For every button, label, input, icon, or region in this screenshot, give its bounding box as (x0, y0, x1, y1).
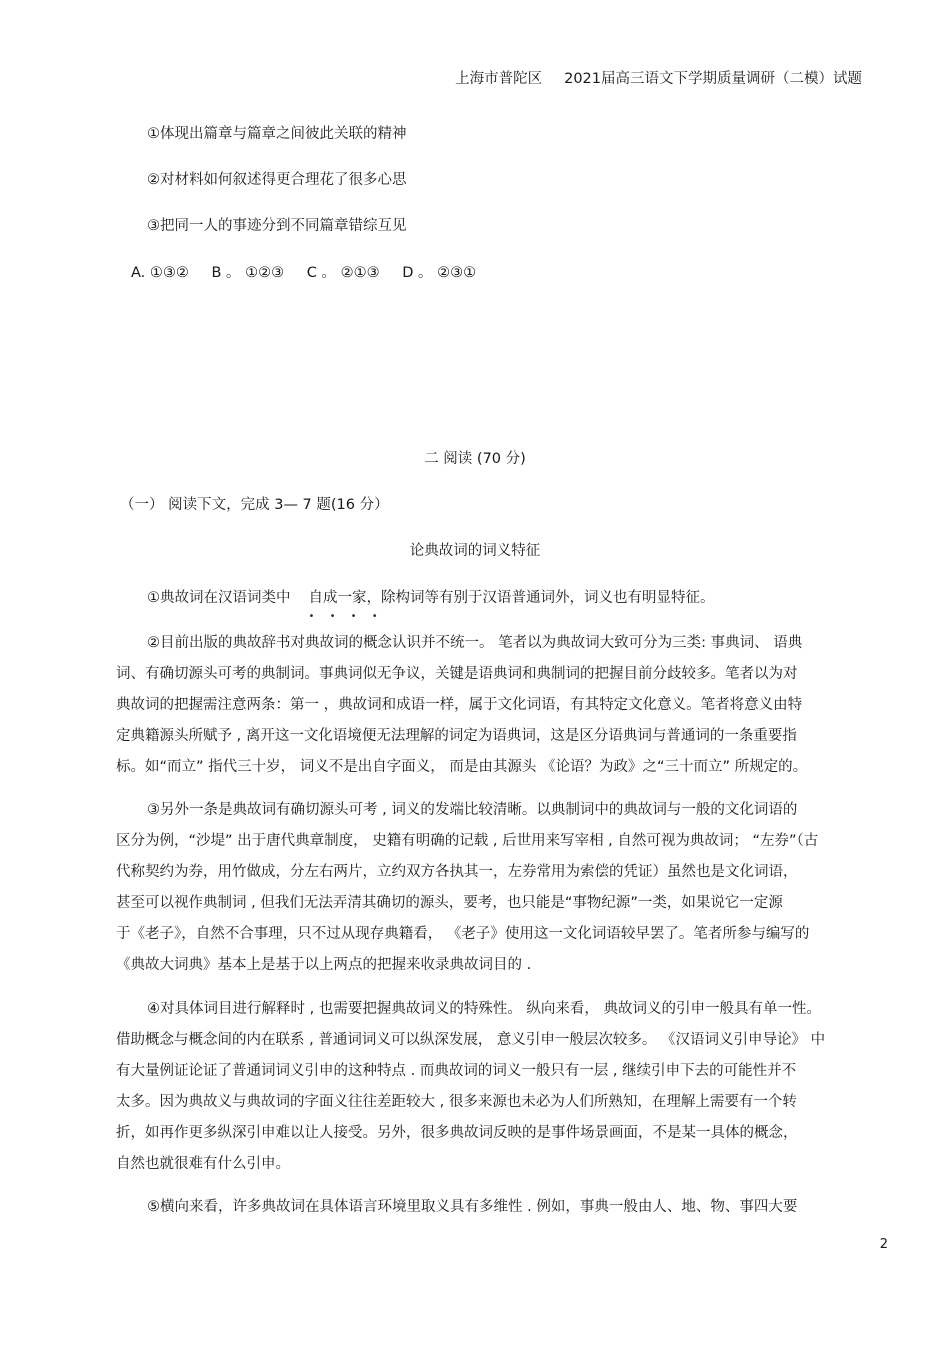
paragraph-2-line-4: 定典籍源头所赋予 , 离开这一文化语境便无法理解的词定为语典词，这是区分语典词与普通词的一条重要指 (116, 728, 797, 744)
p1-emphasis (308, 590, 384, 622)
page-number: 2 (879, 1237, 888, 1252)
paragraph-4-line-2: 借助概念与概念间的内在联系 , 普通词词义可以纵深发展， 意义引申一般层次较多。 《汉语词义引申导论》 中 (116, 1032, 826, 1048)
paragraph-2-line-5: 标。如“而立” 指代三十岁， 词义不是出自字面义， 而是由其源头 《论语？为政》之“三十而立” 所规定的。 (116, 759, 808, 775)
option-3: ③把同一人的事迹分到不同篇章错综互见 (147, 218, 407, 234)
paragraph-2-line-3: 典故词的把握需注意两条：第一 ，典故词和成语一样，属于文化词语，有其特定文化意义。笔者将意义由特 (116, 697, 803, 713)
answer-a: A. ①③② (131, 265, 189, 281)
page-header (455, 69, 862, 89)
p1-text-b: ，除构词等有别于汉语普通词外，词义也有明显特征。 (366, 590, 715, 606)
paragraph-3-line-4: 甚至可以视作典制词 , 但我们无法弄清其确切的源头，要考，也只能是“事物纪源”一类，如果说它一定源 (116, 895, 783, 911)
header-title: 2021届高三语文下学期质量调研（二模）试题 (564, 71, 862, 87)
paragraph-1 (147, 588, 715, 622)
answer-c: C 。 ②①③ (306, 265, 380, 281)
paragraph-4-line-1: ④对具体词目进行解释时 , 也需要把握典故词义的特殊性。 纵向来看， 典故词义的引申一般具有单一性。 (147, 1001, 822, 1017)
paragraph-2-line-2: 词、有确切源头可考的典制词。事典词似无争议，关键是语典词和典制词的把握目前分歧较多。笔者以为对 (116, 666, 798, 682)
paragraph-4-line-6: 自然也就很难有什么引申。 (116, 1156, 290, 1172)
paragraph-2-line-1: ②目前出版的典故辞书对典故词的概念认识并不统一。 笔者以为典故词大致可分为三类: 事典词、 语典 (147, 635, 803, 651)
paragraph-3-line-5: 于《老子》，自然不合事理，只不过从现存典籍看， 《老子》使用这一文化词语较早罢了。笔者所参与编写的 (116, 926, 810, 942)
paragraph-4-line-5: 折，如再作更多纵深引申难以让人接受。另外，很多典故词反映的是事件场景画面，不是某一具体的概念， (116, 1125, 798, 1141)
option-2: ②对材料如何叙述得更合理花了很多心思 (147, 172, 407, 188)
paragraph-3-line-2: 区分为例，“沙堤” 出于唐代典章制度， 史籍有明确的记载 , 后世用来写宰相 , 自然可视为典故词； “左券”（古 (116, 833, 819, 849)
paragraph-3-line-6: 《典故大词典》基本上是基于以上两点的把握来收录典故词目的 . (116, 957, 532, 973)
section-heading: 二 阅读 (70 分) (424, 451, 526, 467)
emphasis-dots: • • • • (308, 611, 384, 622)
answer-choices (131, 263, 480, 283)
option-1: ①体现出篇章与篇章之间彼此关联的精神 (147, 126, 407, 142)
paragraph-4-line-3: 有大量例证论证了普通词词义引申的这种特点 . 而典故词的词义一般只有一层 , 继续引申下去的可能性并不 (116, 1063, 797, 1079)
header-district: 上海市普陀区 (455, 71, 543, 87)
article-title: 论典故词的词义特征 (409, 543, 541, 559)
section-subheading: （一） 阅读下文，完成 3— 7 题(16 分） (120, 497, 389, 513)
paragraph-3-line-1: ③另外一条是典故词有确切源头可考 , 词义的发端比较清晰。以典制词中的典故词与一般的文化词语的 (147, 802, 798, 818)
answer-b: B 。 ①②③ (211, 265, 285, 281)
paragraph-4-line-4: 太多。因为典故义与典故词的字面义往往差距较大 , 很多来源也未必为人们所熟知，在理解上需要有一个转 (116, 1094, 797, 1110)
paragraph-5-line-1: ⑤横向来看，许多典故词在具体语言环境里取义具有多维性 . 例如，事典一般由人、地、物、事四大要 (147, 1199, 798, 1215)
answer-d: D 。 ②③① (402, 265, 477, 281)
paragraph-3-line-3: 代称契约为券，用竹做成，分左右两片，立约双方各执其一，左券常用为索偿的凭证）虽然也是文化词语， (116, 864, 798, 880)
p1-emphasis-text: 自成一家 (308, 590, 367, 606)
p1-text-a: ①典故词在汉语词类中 (147, 590, 291, 606)
